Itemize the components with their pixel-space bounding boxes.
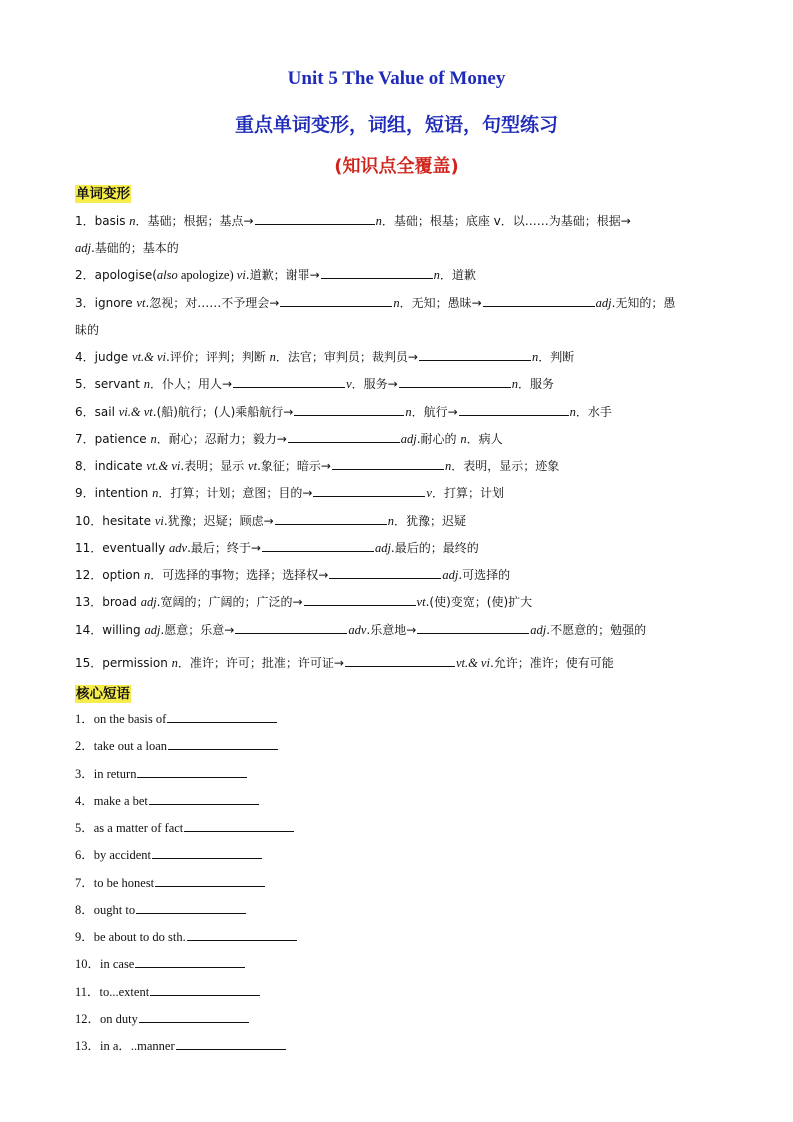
- phrase-item: 5．as a matter of fact: [75, 819, 725, 837]
- phrase-item: 13．in a．..manner: [75, 1037, 725, 1055]
- phrase-item: 11．to...extent: [75, 983, 725, 1001]
- word-item-7: 7．patience n．耐心；忍耐力；毅力→ adj.耐心的 n．病人: [75, 432, 503, 446]
- phrase-item: 10．in case: [75, 955, 725, 973]
- answer-blank[interactable]: [168, 737, 278, 750]
- answer-blank[interactable]: [176, 1037, 286, 1050]
- word-item-14: 14．willing adj.愿意；乐意→ adv.乐意地→ adj.不愿意的；勉强的: [75, 623, 647, 637]
- section-word-forms: 单词变形: [76, 186, 130, 202]
- answer-blank[interactable]: [329, 566, 441, 579]
- answer-blank[interactable]: [419, 348, 531, 361]
- answer-blank[interactable]: [135, 955, 245, 968]
- word-item-5: 5．servant n．仆人；用人→ v．服务→ n．服务: [75, 377, 554, 391]
- word-item-3: 3．ignore vt.忽视；对……不予理会→ n．无知；愚昧→ adj.无知的；愚: [75, 296, 676, 310]
- answer-blank[interactable]: [137, 765, 247, 778]
- phrase-item: 3．in return: [75, 765, 725, 783]
- answer-blank[interactable]: [149, 792, 259, 805]
- phrase-item: 9．be about to do sth.: [75, 928, 725, 946]
- word-item-1: 1．basis n．基础；根据；基点→ n．基础；根基；底座 v．以……为基础；根据→: [75, 214, 631, 228]
- answer-blank[interactable]: [136, 901, 246, 914]
- answer-blank[interactable]: [459, 403, 569, 416]
- answer-blank[interactable]: [321, 266, 433, 279]
- answer-blank[interactable]: [288, 430, 400, 443]
- coverage-note: (知识点全覆盖): [334, 156, 459, 177]
- word-item-13: 13．broad adj.宽阔的；广阔的；广泛的→ vt.(使)变宽；(使)扩大: [75, 595, 533, 609]
- section-core-phrases: 核心短语: [76, 686, 130, 702]
- phrase-item: 12．on duty: [75, 1010, 725, 1028]
- answer-blank[interactable]: [235, 621, 347, 634]
- word-item-3-cont: 昧的: [75, 323, 100, 337]
- answer-blank[interactable]: [345, 654, 455, 667]
- word-item-12: 12．option n．可选择的事物；选择；选择权→ adj.可选择的: [75, 568, 511, 582]
- word-item-2: 2．apologise(also apologize) vi.道歉；谢罪→ n．道歉: [75, 268, 476, 282]
- word-item-1-cont: adj.基础的；基本的: [75, 241, 179, 255]
- answer-blank[interactable]: [255, 212, 375, 225]
- answer-blank[interactable]: [139, 1010, 249, 1023]
- answer-blank[interactable]: [150, 983, 260, 996]
- answer-blank[interactable]: [280, 294, 392, 307]
- answer-blank[interactable]: [262, 539, 374, 552]
- word-item-9: 9．intention n．打算；计划；意图；目的→ v．打算；计划: [75, 486, 504, 500]
- answer-blank[interactable]: [275, 512, 387, 525]
- word-item-11: 11．eventually adv.最后；终于→ adj.最后的；最终的: [75, 541, 479, 555]
- answer-blank[interactable]: [184, 819, 294, 832]
- answer-blank[interactable]: [399, 375, 511, 388]
- answer-blank[interactable]: [304, 593, 416, 606]
- word-item-6: 6．sail vi.& vt.(船)航行；(人)乘船航行→ n．航行→ n．水手: [75, 405, 612, 419]
- phrase-item: 6．by accident: [75, 846, 725, 864]
- answer-blank[interactable]: [152, 846, 262, 859]
- phrase-item: 7．to be honest: [75, 874, 725, 892]
- page-title: Unit 5 The Value of Money: [287, 68, 506, 89]
- answer-blank[interactable]: [155, 874, 265, 887]
- answer-blank[interactable]: [332, 457, 444, 470]
- answer-blank[interactable]: [483, 294, 595, 307]
- word-item-10: 10．hesitate vi.犹豫；迟疑；顾虑→ n．犹豫；迟疑: [75, 514, 466, 528]
- phrase-item: 2．take out a loan: [75, 737, 725, 755]
- phrase-item: 4．make a bet: [75, 792, 725, 810]
- phrase-item: 1．on the basis of: [75, 710, 725, 728]
- answer-blank[interactable]: [294, 403, 404, 416]
- word-item-8: 8．indicate vt.& vi.表明；显示 vt.象征；暗示→ n．表明，显示；迹象: [75, 459, 560, 473]
- answer-blank[interactable]: [233, 375, 345, 388]
- answer-blank[interactable]: [167, 710, 277, 723]
- answer-blank[interactable]: [313, 484, 425, 497]
- answer-blank[interactable]: [417, 621, 529, 634]
- word-item-15: 15．permission n．准许；许可；批准；许可证→ vt.& vi.允许；准许；使有可能: [75, 656, 614, 670]
- page-subtitle: 重点单词变形，词组，短语，句型练习: [234, 114, 558, 136]
- word-item-4: 4．judge vt.& vi.评价；评判；判断 n．法官；审判员；裁判员→ n．判断: [75, 350, 575, 364]
- phrase-item: 8．ought to: [75, 901, 725, 919]
- answer-blank[interactable]: [187, 928, 297, 941]
